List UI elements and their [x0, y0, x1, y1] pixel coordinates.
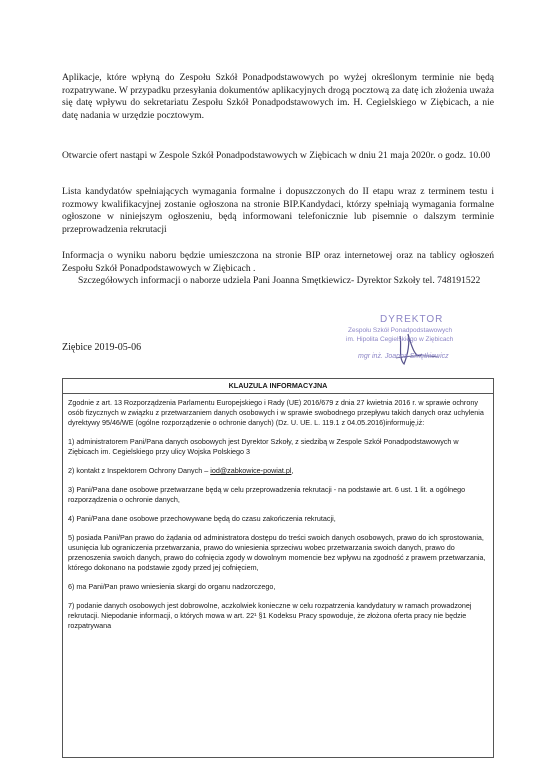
clause-item-2-suffix: , — [291, 466, 294, 475]
information-clause-box — [62, 378, 494, 758]
paragraph-opening-text: Otwarcie ofert nastąpi w Zespole Szkół Ponadpodstawowych w Ziębicach w dniu 21 maja 2020r. o godz. 10.00 — [62, 150, 491, 161]
clause-item-2 — [68, 466, 487, 476]
clause-item-7: 7) podanie danych osobowych jest dobrowolne, aczkolwiek konieczne w celu rozpatrzenia kandydatury w ramach prowadzonej rekrutacji. Niepodanie informacji, o których mowa w art. 22¹ §1 Kodeksu Pracy spowoduje, że złożona oferta pracy nie będzie rozpatrywana — [68, 601, 472, 630]
document-date: Ziębice 2019-05-06 — [62, 342, 142, 353]
paragraph-candidate-list-text: Lista kandydatów spełniających wymagania formalne i dopuszczonych do II etapu wraz z terminem testu i rozmowy kwalifikacyjnej zostanie ogłoszona na stronie BIP.Kandydaci, którzy spełniają wymagania formalne ogłoszone w niniejszym ogłoszeniu, będą informowani telefonicznie lub pisemnie o dalszym terminie przeprowadzenia rekrutacji — [62, 186, 494, 235]
stamp-line-2: im. Hipolita Cegielskiego w Ziębicach — [346, 336, 454, 343]
iod-email-link[interactable]: iod@zabkowice-powiat.pl — [210, 466, 292, 475]
paragraph-information-text: Informacja o wyniku naboru będzie umieszczona na stronie BIP oraz internetowej oraz na tablicy ogłoszeń Zespołu Szkół Ponadpodstawowych w Ziębicach . — [62, 250, 494, 274]
paragraph-applications-text: Aplikacje, które wpłyną do Zespołu Szkół Ponadpodstawowych po wyżej określonym terminie nie będą rozpatrywane. W przypadku przesyłania dokumentów aplikacyjnych drogą pocztową za datę ich złożenia uważa się datę wpływu do sekretariatu Zespołu Szkół Ponadpodstawowych im. H. Cegielskiego w Ziębicach, a nie datę nadania w urzędzie pocztowym. — [62, 72, 494, 121]
clause-body — [63, 394, 493, 631]
paragraph-applications — [62, 72, 494, 122]
clause-intro: Zgodnie z art. 13 Rozporządzenia Parlamentu Europejskiego i Rady (UE) 2016/679 z dnia 27 kwietnia 2016 r. w sprawie ochrony osób fizycznych w związku z przetwarzaniem danych osobowych i w sprawie swobodnego przepływu takich danych oraz uchylenia dyrektywy 95/46/WE (ogólne rozporządzenie o ochronie danych) (Dz. U. UE. L. 119.1 z 04.05.2016)informuję,iż: — [68, 398, 484, 427]
stamp-line-1: Zespołu Szkół Ponadpodstawowych — [348, 327, 453, 334]
paragraph-contact-text: Szczegółowych informacji o naborze udziela Pani Joanna Smętkiewicz- Dyrektor Szkoły tel. 748191522 — [78, 275, 481, 287]
director-stamp — [338, 314, 488, 378]
clause-item-6: 6) ma Pani/Pan prawo wniesienia skargi do organu nadzorczego, — [68, 582, 276, 591]
clause-item-5: 5) posiada Pani/Pan prawo do żądania od administratora dostępu do treści swoich danych osobowych, prawo do ich sprostowania, usunięcia lub ograniczenia przetwarzania, prawo do wniesienia sprzeciwu wobec przetwarzania swoich danych, prawo do przenoszenia swoich danych, prawo do cofnięcia zgody w dowolnym momencie bez wpływu na zgodność z prawem przetwarzania, którego dokonano na podstawie zgody przed jej cofnięciem, — [68, 533, 486, 572]
clause-item-1: 1) administratorem Pani/Pana danych osobowych jest Dyrektor Szkoły, z siedzibą w Zespole Szkół Ponadpodstawowych w Ziębicach im. Cegielskiego przy ulicy Wojska Polskiego 3 — [68, 437, 459, 456]
stamp-title: DYREKTOR — [380, 314, 444, 325]
paragraph-information — [62, 250, 494, 288]
paragraph-opening — [62, 150, 494, 163]
clause-title: KLAUZULA INFORMACYJNA — [63, 379, 493, 394]
clause-item-2-prefix: 2) kontakt z Inspektorem Ochrony Danych – — [68, 466, 209, 475]
clause-item-3: 3) Pani/Pana dane osobowe przetwarzane będą w celu przeprowadzenia rekrutacji - na podstawie art. 6 ust. 1 lit. a ogólnego rozporządzenia o ochronie danych, — [68, 485, 466, 504]
stamp-signature-name: mgr inż. Joanna Smętkiewicz — [358, 353, 449, 360]
paragraph-candidate-list — [62, 186, 494, 236]
clause-item-4: 4) Pani/Pana dane osobowe przechowywane będą do czasu zakończenia rekrutacji, — [68, 514, 336, 523]
